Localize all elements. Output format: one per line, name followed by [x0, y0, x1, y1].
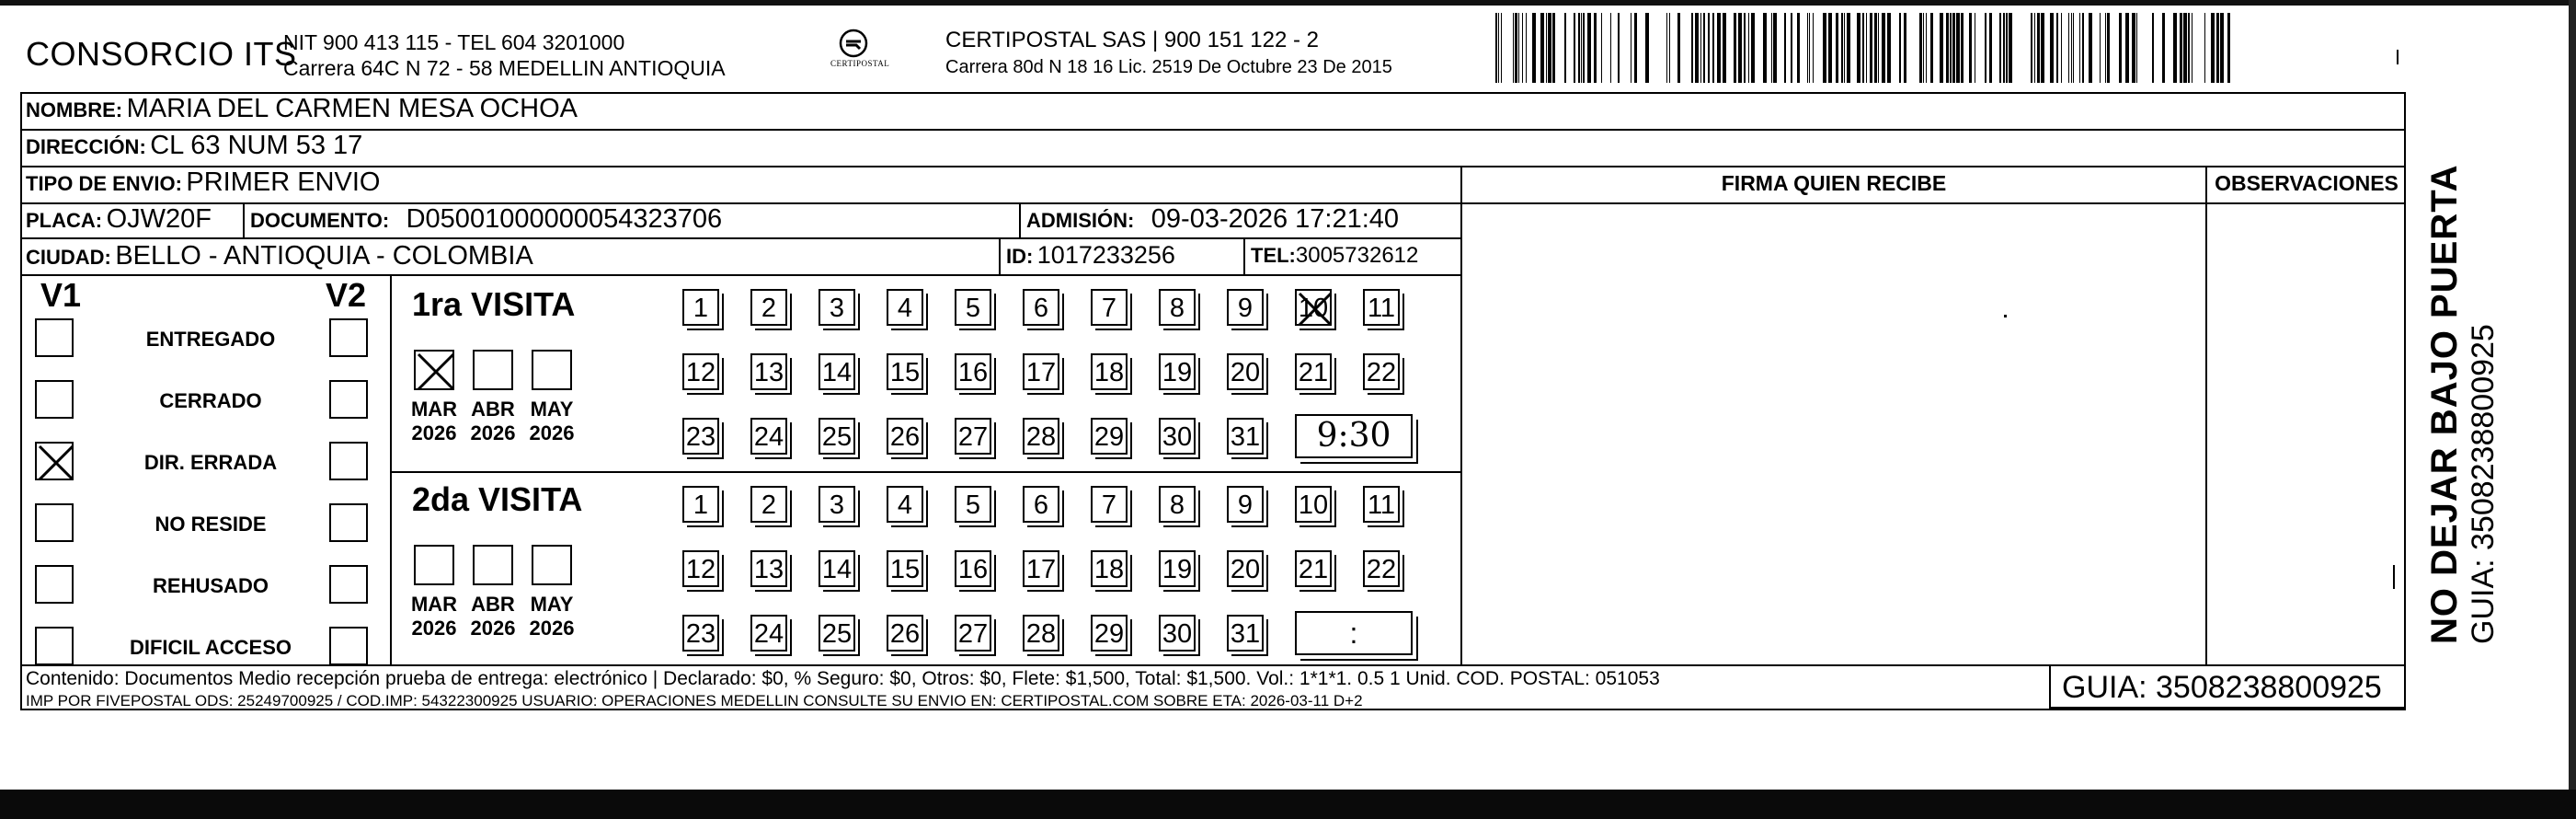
- barcode-bar: [2152, 13, 2154, 83]
- day-box[interactable]: 22: [1363, 353, 1400, 390]
- barcode-bar: [1751, 13, 1755, 83]
- barcode-bar: [1548, 13, 1551, 83]
- barcode-bar: [2107, 13, 2110, 83]
- v1-checkbox[interactable]: [35, 380, 74, 419]
- logo-caption: CERTIPOSTAL: [830, 59, 890, 68]
- barcode-bar: [1899, 13, 1901, 83]
- barcode-bar: [1952, 13, 1955, 83]
- barcode-bar: [1847, 13, 1850, 83]
- barcode-bar: [1518, 13, 1519, 83]
- day-box[interactable]: 15: [887, 550, 923, 587]
- signature-area: [1462, 204, 2205, 663]
- day-box[interactable]: 29: [1091, 615, 1128, 652]
- day-box[interactable]: 22: [1363, 550, 1400, 587]
- placa-field: [26, 204, 212, 235]
- barcode-bar: [1866, 13, 1867, 83]
- tipo-envio-row: [26, 167, 380, 198]
- month-year: 2026: [529, 617, 575, 640]
- month-checkbox[interactable]: [473, 545, 513, 585]
- v2-checkbox[interactable]: [329, 318, 368, 357]
- barcode-bar: [2211, 13, 2215, 83]
- barcode-bar: [1738, 13, 1742, 83]
- v2-checkbox[interactable]: [329, 503, 368, 542]
- barcode-bar: [2071, 13, 2072, 83]
- observations-area: [2207, 204, 2404, 663]
- month-checkbox[interactable]: [414, 350, 454, 390]
- v1-header: V1: [40, 276, 82, 314]
- barcode-bar: [1844, 13, 1845, 83]
- visit2-title: 2da VISITA: [412, 480, 583, 518]
- day-box[interactable]: 9: [1227, 289, 1264, 326]
- month-checkbox[interactable]: [532, 350, 572, 390]
- month-label: [464, 398, 522, 445]
- nombre-label: NOMBRE:: [26, 98, 123, 121]
- barcode-bar: [1773, 13, 1777, 83]
- day-box[interactable]: 28: [1023, 615, 1059, 652]
- barcode-bar: [1734, 13, 1736, 83]
- barcode-bar: [2227, 13, 2230, 83]
- barcode-bar: [1532, 13, 1536, 83]
- direccion-value: CL 63 NUM 53 17: [150, 131, 363, 160]
- month-label: [522, 398, 581, 445]
- v2-checkbox[interactable]: [329, 380, 368, 419]
- day-box[interactable]: 14: [819, 353, 855, 390]
- barcode-bar: [2073, 13, 2074, 83]
- barcode-bar: [2220, 13, 2224, 83]
- id-value: 1017233256: [1036, 241, 1175, 269]
- barcode-bar: [1601, 13, 1602, 83]
- day-box[interactable]: 13: [750, 550, 787, 587]
- id-field: [1006, 241, 1175, 270]
- barcode-bar: [1495, 13, 1497, 83]
- day-box[interactable]: 23: [682, 615, 719, 652]
- month-name: ABR: [471, 398, 515, 421]
- month-year: 2026: [470, 421, 516, 444]
- day-box[interactable]: 30: [1159, 418, 1196, 455]
- barcode-bar: [1961, 13, 1963, 83]
- company-name: CONSORCIO ITS: [26, 35, 297, 73]
- barcode-bar: [1700, 13, 1701, 83]
- day-box[interactable]: 19: [1159, 353, 1196, 390]
- barcode-bar: [1878, 13, 1879, 83]
- day-box[interactable]: 9: [1227, 486, 1264, 523]
- day-box[interactable]: 26: [887, 615, 923, 652]
- barcode-bar: [1587, 13, 1591, 83]
- month-year: 2026: [411, 421, 457, 444]
- barcode-bar: [1870, 13, 1872, 83]
- barcode-bar: [1744, 13, 1746, 83]
- firma-header: FIRMA QUIEN RECIBE: [1721, 171, 1947, 195]
- barcode-bar: [2204, 13, 2205, 83]
- barcode-bar: [1809, 13, 1810, 83]
- barcode-bar: [1618, 13, 1620, 83]
- barcode-bar: [2162, 13, 2165, 83]
- day-box[interactable]: 8: [1159, 486, 1196, 523]
- barcode-bar: [1717, 13, 1721, 83]
- day-box[interactable]: 12: [682, 353, 719, 390]
- barcode-bar: [1552, 13, 1555, 83]
- barcode-bar: [1946, 13, 1949, 83]
- edge-mark: [2397, 50, 2399, 64]
- barcode-bar: [2132, 13, 2135, 83]
- day-box[interactable]: 6: [1023, 289, 1059, 326]
- barcode-bar: [2100, 13, 2101, 83]
- barcode-bar: [1940, 13, 1943, 83]
- tel-label: TEL:: [1251, 244, 1296, 267]
- day-box[interactable]: 18: [1091, 353, 1128, 390]
- barcode-bar: [1712, 13, 1714, 83]
- barcode-bar: [1691, 13, 1693, 83]
- day-box[interactable]: 31: [1227, 418, 1264, 455]
- day-box[interactable]: 4: [887, 486, 923, 523]
- day-box[interactable]: 18: [1091, 550, 1128, 587]
- barcode-bar: [1791, 13, 1792, 83]
- barcode-bar: [1828, 13, 1832, 83]
- status-option-label: DIFICIL ACCESO: [129, 636, 292, 659]
- ciudad-field: [26, 241, 533, 271]
- company-address: Carrera 64C N 72 - 58 MEDELLIN ANTIOQUIA: [283, 56, 726, 80]
- barcode-bar: [1930, 13, 1933, 83]
- barcode-bar: [1498, 13, 1499, 83]
- day-box[interactable]: 12: [682, 550, 719, 587]
- day-box[interactable]: 13: [750, 353, 787, 390]
- delivery-form: [20, 92, 2406, 710]
- barcode-bar: [1969, 13, 1972, 83]
- day-box[interactable]: 19: [1159, 550, 1196, 587]
- day-box[interactable]: 2: [750, 486, 787, 523]
- barcode-bar: [1956, 13, 1960, 83]
- certipostal-address: Carrera 80d N 18 16 Lic. 2519 De Octubre 23 De 2015: [945, 57, 1392, 77]
- tel-field: [1251, 243, 1418, 269]
- day-box[interactable]: 24: [750, 615, 787, 652]
- status-option-label: DIR. ERRADA: [143, 451, 278, 474]
- barcode-bar: [1540, 13, 1544, 83]
- day-box[interactable]: 16: [955, 353, 991, 390]
- barcode-bar: [2216, 13, 2219, 83]
- certipostal-logo: [830, 28, 890, 79]
- barcode-bar: [2180, 13, 2182, 83]
- day-box[interactable]: 29: [1091, 418, 1128, 455]
- barcode-bar: [2037, 13, 2040, 83]
- placa-value: OJW20F: [106, 204, 212, 234]
- tipo-envio-value: PRIMER ENVIO: [186, 167, 381, 197]
- day-box[interactable]: 8: [1159, 289, 1196, 326]
- barcode-bar: [2136, 13, 2137, 83]
- footer-guia: GUIA: 3508238800925: [2062, 670, 2382, 705]
- barcode-bar: [1882, 13, 1885, 83]
- day-box[interactable]: 17: [1023, 353, 1059, 390]
- month-year: 2026: [411, 617, 457, 640]
- day-box[interactable]: 20: [1227, 550, 1264, 587]
- barcode-bar: [1823, 13, 1826, 83]
- checkmark-x-icon: [37, 444, 75, 482]
- barcode-bar: [2119, 13, 2122, 83]
- documento-field: [250, 204, 722, 235]
- day-box[interactable]: 7: [1091, 289, 1128, 326]
- barcode-bar: [1581, 13, 1582, 83]
- barcode-bar: [1583, 13, 1585, 83]
- visit-time-box[interactable]: :: [1295, 611, 1413, 655]
- barcode-bar: [1904, 13, 1906, 83]
- month-checkbox[interactable]: [473, 350, 513, 390]
- day-box[interactable]: 5: [955, 289, 991, 326]
- visit-time-box[interactable]: 9:30: [1295, 414, 1413, 458]
- barcode-bar: [2056, 13, 2058, 83]
- day-box[interactable]: 11: [1363, 289, 1400, 326]
- day-box[interactable]: 3: [819, 289, 855, 326]
- day-box[interactable]: 3: [819, 486, 855, 523]
- day-box[interactable]: 11: [1363, 486, 1400, 523]
- barcode-bar: [1522, 13, 1523, 83]
- day-box[interactable]: 26: [887, 418, 923, 455]
- barcode-bar: [2173, 13, 2177, 83]
- nombre-value: MARIA DEL CARMEN MESA OCHOA: [126, 94, 578, 123]
- month-name: MAY: [530, 398, 574, 421]
- barcode-bar: [2079, 13, 2080, 83]
- company-nit: NIT 900 413 115 - TEL 604 3201000: [283, 30, 625, 54]
- barcode-bar: [2050, 13, 2054, 83]
- barcode-bar: [1669, 13, 1670, 83]
- day-box[interactable]: 23: [682, 418, 719, 455]
- admision-label: ADMISIÓN:: [1026, 209, 1135, 232]
- barcode-bar: [1985, 13, 1986, 83]
- barcode-bar: [2068, 13, 2069, 83]
- status-option-label: REHUSADO: [153, 574, 269, 597]
- v2-checkbox[interactable]: [329, 442, 368, 480]
- barcode-bar: [2089, 13, 2092, 83]
- bottom-edge-band: [0, 790, 2576, 819]
- pencil-mark: [2393, 565, 2395, 589]
- barcode-bar: [2061, 13, 2062, 83]
- v1-checkbox[interactable]: [35, 565, 74, 604]
- day-box[interactable]: 10: [1295, 289, 1332, 326]
- day-box[interactable]: 15: [887, 353, 923, 390]
- direccion-row: [26, 131, 362, 161]
- month-name: ABR: [471, 593, 515, 616]
- day-box[interactable]: 21: [1295, 353, 1332, 390]
- v2-checkbox[interactable]: [329, 565, 368, 604]
- barcode-bar: [1919, 13, 1922, 83]
- barcode-bar: [1989, 13, 1992, 83]
- day-box[interactable]: 6: [1023, 486, 1059, 523]
- day-box[interactable]: 14: [819, 550, 855, 587]
- barcode-bar: [2041, 13, 2044, 83]
- month-year: 2026: [470, 617, 516, 640]
- placa-label: PLACA:: [26, 209, 103, 232]
- barcode-bar: [1763, 13, 1767, 83]
- status-option-label: ENTREGADO: [145, 328, 276, 351]
- ciudad-label: CIUDAD:: [26, 246, 111, 269]
- barcode-bar: [1857, 13, 1860, 83]
- barcode-bar: [1836, 13, 1838, 83]
- tel-value: 3005732612: [1295, 243, 1419, 268]
- status-option-label: CERRADO: [159, 389, 262, 412]
- day-box[interactable]: 30: [1159, 615, 1196, 652]
- day-box[interactable]: 2: [750, 289, 787, 326]
- barcode-bar: [1610, 13, 1611, 83]
- barcode-bar: [1771, 13, 1772, 83]
- v1-checkbox[interactable]: [35, 503, 74, 542]
- barcode-bar: [1677, 13, 1680, 83]
- barcode-bar: [1546, 13, 1547, 83]
- barcode-bar: [1950, 13, 1952, 83]
- barcode-bar: [1501, 13, 1502, 83]
- day-box[interactable]: 25: [819, 418, 855, 455]
- barcode-bar: [1564, 13, 1566, 83]
- day-box[interactable]: 31: [1227, 615, 1264, 652]
- barcode-bar: [2009, 13, 2012, 83]
- day-box[interactable]: 17: [1023, 550, 1059, 587]
- barcode-bar: [1515, 13, 1517, 83]
- barcode-bar: [1887, 13, 1891, 83]
- day-box[interactable]: 5: [955, 486, 991, 523]
- barcode-bar: [1807, 13, 1808, 83]
- day-box[interactable]: 28: [1023, 418, 1059, 455]
- day-box[interactable]: 27: [955, 615, 991, 652]
- no-dejar-bajo-puerta: NO DEJAR BAJO PUERTA: [2424, 164, 2465, 644]
- id-label: ID:: [1006, 245, 1034, 268]
- barcode-bar: [2188, 13, 2190, 83]
- v1-checkbox[interactable]: [35, 627, 74, 665]
- month-name: MAR: [410, 593, 458, 616]
- nombre-row: [26, 94, 578, 124]
- barcode-bar: [2031, 13, 2032, 83]
- top-edge-line: [0, 0, 2576, 6]
- day-box[interactable]: 20: [1227, 353, 1264, 390]
- barcode-bar: [1923, 13, 1924, 83]
- month-label: [522, 593, 581, 640]
- day-box[interactable]: 1: [682, 486, 719, 523]
- right-edge-band: [2569, 0, 2576, 819]
- barcode-bar: [1574, 13, 1575, 83]
- month-label: [405, 398, 464, 445]
- barcode-bar: [2183, 13, 2187, 83]
- footer-print-line: IMP POR FIVEPOSTAL ODS: 25249700925 / COD.IMP: 54322300925 USUARIO: OPERACIONES MEDELLIN CONSULTE SU ENVIO EN: CERTIPOSTAL.COM SOBRE ETA: 2026-03-11 D+2: [26, 692, 1363, 709]
- barcode-bar: [1862, 13, 1864, 83]
- day-box[interactable]: 1: [682, 289, 719, 326]
- barcode-bar: [1645, 13, 1649, 83]
- day-box[interactable]: 10: [1295, 486, 1332, 523]
- barcode-bar: [1813, 13, 1814, 83]
- barcode-bar: [1797, 13, 1800, 83]
- barcode-bar: [1634, 13, 1637, 83]
- barcode-bar: [1594, 13, 1597, 83]
- ciudad-value: BELLO - ANTIOQUIA - COLOMBIA: [115, 241, 533, 271]
- direccion-label: DIRECCIÓN:: [26, 135, 146, 158]
- month-year: 2026: [529, 421, 575, 444]
- barcode-bar: [2082, 13, 2084, 83]
- barcode-bar: [2003, 13, 2005, 83]
- month-name: MAR: [410, 398, 458, 421]
- certipostal-logo-icon: [838, 28, 869, 59]
- observaciones-header: OBSERVACIONES: [2215, 171, 2399, 195]
- month-label: [464, 593, 522, 640]
- v2-checkbox[interactable]: [329, 627, 368, 665]
- side-text: [2424, 164, 2502, 644]
- month-name: MAY: [530, 593, 574, 616]
- day-box[interactable]: 16: [955, 550, 991, 587]
- tracking-barcode: [1495, 13, 2233, 83]
- barcode-bar: [1526, 13, 1527, 83]
- day-box[interactable]: 27: [955, 418, 991, 455]
- barcode-bar: [1513, 13, 1514, 83]
- barcode-bar: [2006, 13, 2008, 83]
- admision-value: 09-03-2026 17:21:40: [1151, 204, 1400, 234]
- barcode-bar: [2125, 13, 2129, 83]
- day-box[interactable]: 4: [887, 289, 923, 326]
- barcode-bar: [1703, 13, 1705, 83]
- speck: [2004, 315, 2007, 317]
- status-option-label: NO RESIDE: [155, 513, 267, 536]
- barcode-bar: [1578, 13, 1580, 83]
- barcode-bar: [1926, 13, 1927, 83]
- checkmark-x-icon: [416, 352, 456, 392]
- barcode-bar: [1723, 13, 1726, 83]
- barcode-bar: [1784, 13, 1786, 83]
- visit1-title: 1ra VISITA: [412, 285, 576, 323]
- month-checkbox[interactable]: [414, 545, 454, 585]
- side-guia: GUIA: 3508238800925: [2466, 324, 2501, 644]
- v1-checkbox[interactable]: [35, 442, 74, 480]
- barcode-bar: [1999, 13, 2001, 83]
- barcode-bar: [2034, 13, 2035, 83]
- footer-content-line: Contenido: Documentos Medio recepción prueba de entrega: electrónico | Declarado: $0, % Seguro: $0, Otros: $0, Flete: $1,500, Total: $1,500. Vol.: 1*1*1. 0.5 1 Unid. COD. POSTAL: 051053: [26, 668, 1660, 689]
- month-checkbox[interactable]: [532, 545, 572, 585]
- barcode-bar: [1708, 13, 1710, 83]
- barcode-bar: [1841, 13, 1843, 83]
- barcode-bar: [1666, 13, 1667, 83]
- barcode-bar: [2105, 13, 2106, 83]
- day-box[interactable]: 21: [1295, 550, 1332, 587]
- v1-checkbox[interactable]: [35, 318, 74, 357]
- barcode-bar: [1748, 13, 1749, 83]
- tipo-envio-label: TIPO DE ENVIO:: [26, 172, 182, 195]
- documento-label: DOCUMENTO:: [250, 209, 390, 232]
- barcode-bar: [1695, 13, 1699, 83]
- barcode-bar: [1874, 13, 1877, 83]
- day-box[interactable]: 25: [819, 615, 855, 652]
- day-box[interactable]: 7: [1091, 486, 1128, 523]
- certipostal-info: CERTIPOSTAL SAS | 900 151 122 - 2: [945, 28, 1319, 52]
- month-label: [405, 593, 464, 640]
- day-box[interactable]: 24: [750, 418, 787, 455]
- checkmark-x-icon: [1297, 291, 1334, 328]
- admision-field: [1026, 204, 1399, 235]
- v2-header: V2: [326, 276, 367, 314]
- documento-value: D05001000000054323706: [406, 204, 723, 234]
